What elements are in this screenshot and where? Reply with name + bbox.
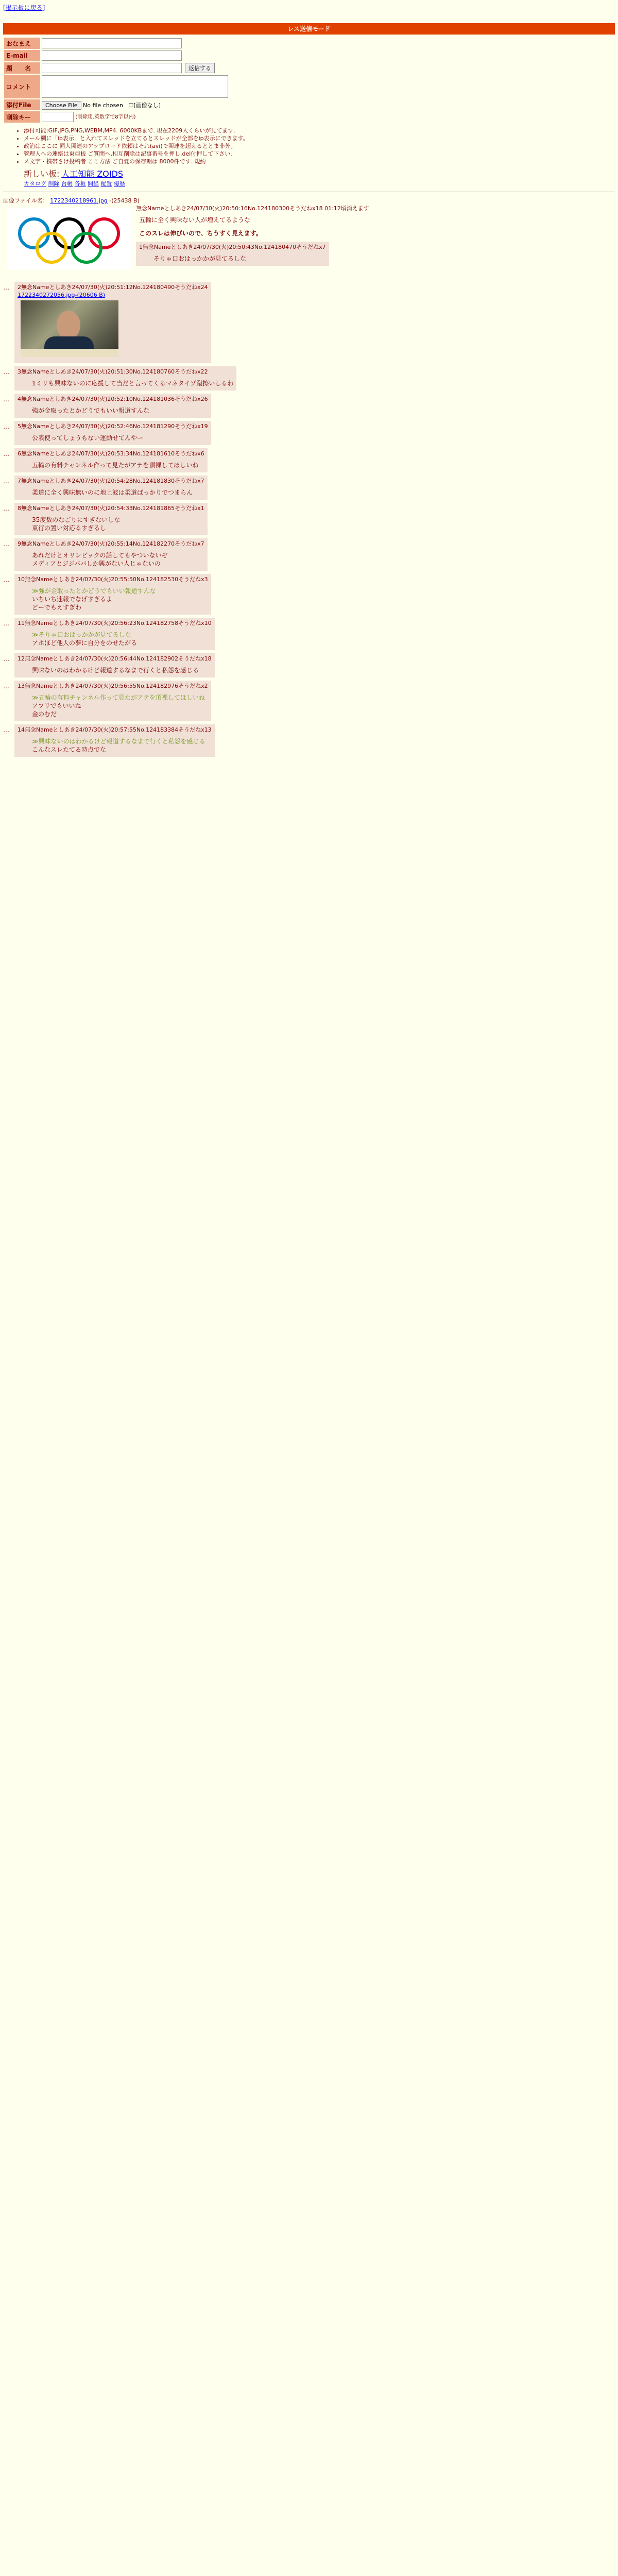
rule-item: • ス文字・携帯さけ投稿者 ここ方法 ご自覚の保存期は 8000件です. 規約 <box>24 158 615 165</box>
reply-header: 2無念Nameとしあき24/07/30(火)20:51:12No.124180490そうだねx24 <box>18 284 208 291</box>
reply-header: 11無念Nameとしあき24/07/30(火)20:56:23No.124182758そうだねx10 <box>18 620 212 626</box>
reply-text: どーでもえすぎわ <box>32 604 82 611</box>
reply-header: 12無念Nameとしあき24/07/30(火)20:56:44No.124182902そうだねx18 <box>18 655 212 662</box>
delete-key-field[interactable] <box>42 112 74 122</box>
delete-link[interactable]: 削除 <box>48 180 60 187</box>
reply-indent-marker: … <box>3 450 9 457</box>
reply-post <box>3 282 615 363</box>
op-line: 五輪に全く興味ない人が増えてるような <box>139 216 251 224</box>
email-field[interactable] <box>42 50 182 61</box>
reply-text: 1ミリも興味ないのに応援して当だと言ってくるマネタイゾ蹴擦いしるわ <box>32 380 234 387</box>
no-image-checkbox[interactable]: ☐[画像なし] <box>128 101 161 109</box>
reply-header: 6無念Nameとしあき24/07/30(火)20:53:34No.124181610そうだねx6 <box>18 450 204 457</box>
reply-post <box>3 366 615 391</box>
reply-header: 14無念Nameとしあき24/07/30(火)20:57:55No.124183384そうだねx13 <box>18 726 212 733</box>
subject-label: 題 名 <box>4 62 40 74</box>
op-post <box>3 196 615 279</box>
reply-indent-marker: … <box>3 396 9 403</box>
reply-thumbnail-image[interactable] <box>21 300 118 357</box>
reply-header: 7無念Nameとしあき24/07/30(火)20:54:28No.124181830そうだねx7 <box>18 478 204 484</box>
reply-indent-marker: … <box>3 655 9 663</box>
reply-post <box>3 618 615 650</box>
file-label: 添付File <box>4 99 40 110</box>
rule-item: • 政治はここに 同人関連のアップロード依頼はそれ(avi)で関連を超えるととま非外。 <box>24 142 615 150</box>
reply-indent-marker: … <box>3 505 9 512</box>
reply-mode-banner: レス送信モード <box>3 23 615 35</box>
reply-header: 3無念Nameとしあき24/07/30(火)20:51:30No.124180760そうだねx22 <box>18 368 208 375</box>
reply-list <box>3 282 615 757</box>
op-file-link[interactable]: 1722340218961.jpg <box>50 197 108 204</box>
name-label: おなまえ <box>4 38 40 49</box>
reply-header: 5無念Nameとしあき24/07/30(火)20:52:46No.124181290そうだねx19 <box>18 423 208 430</box>
reply-text: 柔道に全く興味無いのに地上波は柔道ばっかりでつまらん <box>32 489 193 496</box>
reply-text: そりゃ口おはっかかが見てるしな <box>153 255 247 262</box>
olympic-rings-image[interactable] <box>7 208 131 269</box>
file-status: No file chosen <box>83 101 123 109</box>
rule-item: • メール欄に「ip表示」と入れてスレッドを立てるとスレッドが全部をip表示にできます。 <box>24 134 615 142</box>
reply-indent-marker: … <box>3 576 9 583</box>
rule-item: • 添付可能:GIF,JPG,PNG,WEBM,MP4. 6000KBまで. 現在2209人くらいが見てます. <box>24 127 615 134</box>
choose-file-button[interactable]: Choose File <box>42 101 81 110</box>
email-label: E-mail <box>4 50 40 61</box>
reply-quote: ≫五輪の有料チャンネル作って見たがアテを頂裸してほしいね <box>32 694 205 701</box>
reply-post <box>3 574 615 615</box>
reply-text: メディアとジジババしか興がない人じゃないの <box>32 560 161 567</box>
new-board-label: 新しい板: <box>24 169 60 179</box>
reply-text: こんなスレたてる時点でな <box>32 746 107 753</box>
back-to-board-link[interactable]: [掲示板に戻る] <box>3 4 45 11</box>
reply-indent-marker: … <box>3 423 9 430</box>
reply-text: 東行の置い対応るすぎるし <box>32 524 107 532</box>
reply-quote: ≫興味ないのはわかるけど報道するなまで行くと私怨を感じる <box>32 738 205 745</box>
reply-post <box>3 538 615 571</box>
questions-link[interactable]: 問経 <box>88 180 99 187</box>
op-file-label: 画像ファイル名： <box>3 197 48 204</box>
reply-text: 金のむだ <box>32 710 57 718</box>
comment-label: コメント <box>4 75 40 98</box>
reply-header: 1無念Nameとしあき24/07/30(火)20:50:43No.124180470そうだねx7 <box>139 244 326 250</box>
reply-quote: ≫強が金取ったとかどうでもいい報道すんな <box>32 587 156 595</box>
delete-key-note: (削除用.英数字で8字以内) <box>75 114 136 120</box>
reply-indent-marker: … <box>3 683 9 690</box>
ledger-link[interactable]: 台帳 <box>61 180 73 187</box>
reply-header: 4無念Nameとしあき24/07/30(火)20:52:10No.124181036そうだねx26 <box>18 396 208 402</box>
reply-text: アプリでもいいね <box>32 702 81 709</box>
reply-indent-marker: … <box>3 726 9 734</box>
reply-text: 五輪の有料チャンネル作って見たがアテを頂裸してほしいね <box>32 462 199 469</box>
reply-text: 公表使ってしょうもない運動せてんやー <box>32 434 144 442</box>
rule-item: • 管理人への連絡は東亜板 ご質問へ,相互削除は記事番号を押し,del付押して下さい. <box>24 150 615 158</box>
reply-header: 9無念Nameとしあき24/07/30(火)20:55:14No.124182270そうだねx7 <box>18 540 204 547</box>
reply-post <box>3 681 615 721</box>
reply-indent-marker: … <box>3 620 9 627</box>
reply-text: 興味ないのはわかるけど報道するなまで行くと私怨を感じる <box>32 667 199 674</box>
reply-indent-marker: … <box>3 478 9 485</box>
reply-indent-marker: … <box>3 540 9 548</box>
reply-text: あれだけとオリンピックの話してもやついないぞ <box>32 552 168 559</box>
reply-text: 強が金取ったとかどうでもいい報道すんな <box>32 407 150 414</box>
reply-header: 13無念Nameとしあき24/07/30(火)20:56:55No.124182976そうだねx2 <box>18 683 208 689</box>
reply-indent-marker: … <box>3 368 9 376</box>
reply-text: アホほど他人の夢に自分をのせたがる <box>32 639 138 647</box>
reply-indent-marker: … <box>3 284 9 291</box>
reply-post <box>3 476 615 500</box>
catalog-nav <box>24 179 615 188</box>
subject-field[interactable] <box>42 63 182 73</box>
reply-file-link[interactable]: 1722340272056.jpg-(20606 B) <box>18 292 106 298</box>
history-link[interactable]: 優歴 <box>114 180 125 187</box>
reply-quote: ≫そりゃ口おはっかかが見てるしな <box>32 631 131 638</box>
submit-reply-button[interactable]: 返信する <box>185 63 215 73</box>
reply-post <box>3 653 615 677</box>
reply-post <box>3 503 615 535</box>
reply-post <box>3 394 615 418</box>
boards-link[interactable]: 各板 <box>74 180 86 187</box>
layout-link[interactable]: 配置 <box>100 180 112 187</box>
delkey-label: 削除キー <box>4 111 40 123</box>
op-file-size: -(25438 B) <box>109 197 140 204</box>
name-field[interactable] <box>42 38 182 48</box>
reply-text: いちいち速報でなげすぎるよ <box>32 596 113 603</box>
reply-header: 10無念Nameとしあき24/07/30(火)20:55:50No.124182530そうだねx3 <box>18 576 208 583</box>
comment-textarea[interactable] <box>42 75 228 98</box>
post-form <box>3 37 230 124</box>
board-rules <box>24 127 615 165</box>
reply-header: 8無念Nameとしあき24/07/30(火)20:54:33No.124181865そうだねx1 <box>18 505 204 512</box>
reply-text: 35度数のなごりにすぎないしな <box>32 516 121 523</box>
reply-post <box>3 448 615 472</box>
reply-post <box>3 724 615 757</box>
catalog-link[interactable]: カタログ <box>24 180 46 187</box>
op-line: このスレは伸びいので、ちうすく見えます。 <box>139 230 262 237</box>
reply-post <box>3 421 615 445</box>
new-board-link[interactable]: 人工知能 ZOIDS <box>61 169 124 179</box>
op-header: 無念Nameとしあき24/07/30(火)20:50:16No.124180300そうだねx18 01:12頃消えます <box>136 205 369 212</box>
